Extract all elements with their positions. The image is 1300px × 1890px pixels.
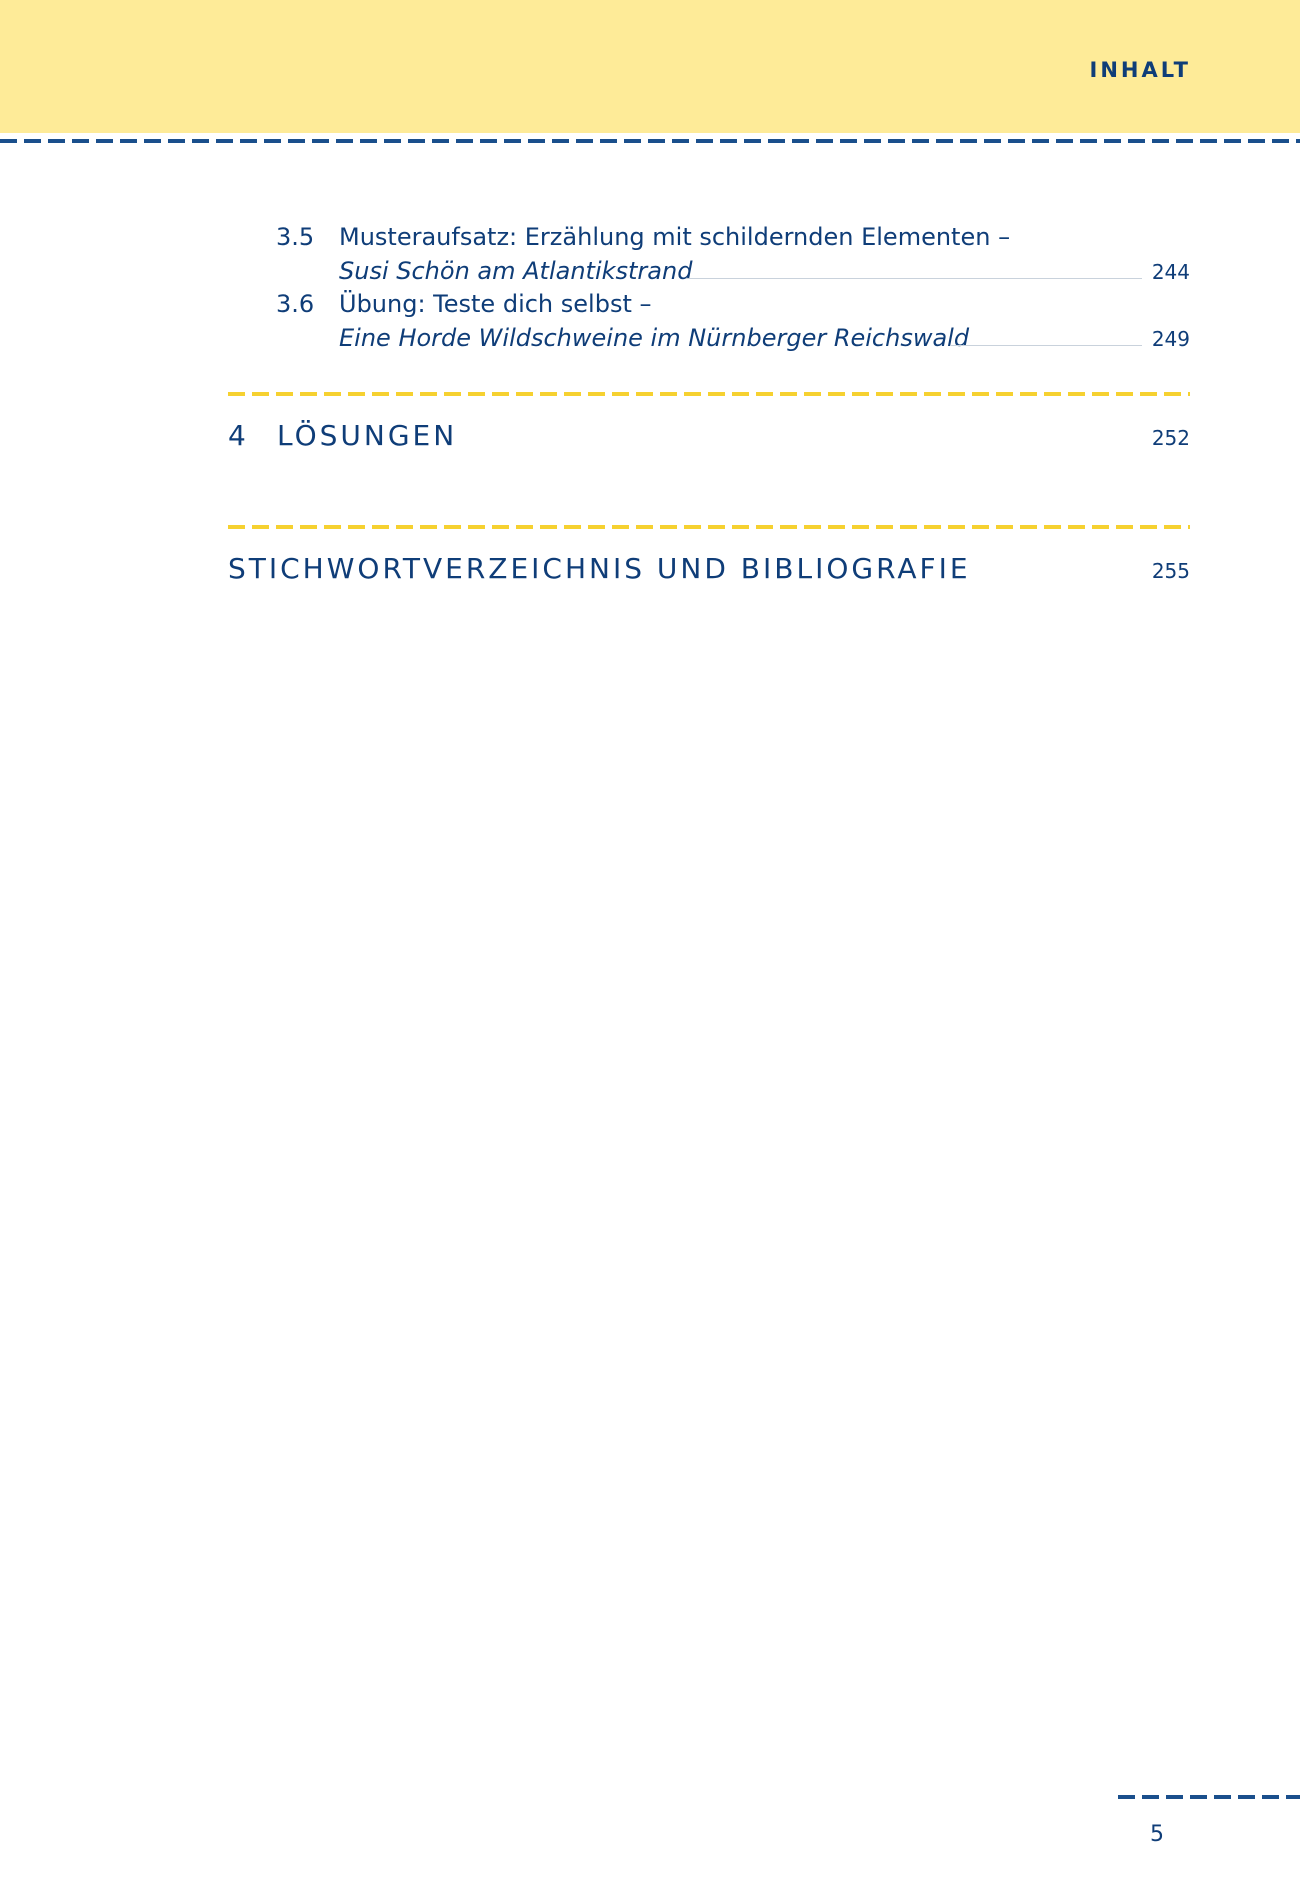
section-page: 255 <box>1151 559 1190 583</box>
section-title-stichwortverzeichnis[interactable]: STICHWORTVERZEICHNIS UND BIBLIOGRAFIE <box>228 552 971 585</box>
running-header-title: INHALT <box>1089 58 1191 82</box>
toc-dot-leader <box>951 345 1142 346</box>
toc-entry-3-6[interactable] <box>276 290 1190 354</box>
toc-entry-3-5[interactable] <box>276 223 1190 287</box>
toc-dot-leader <box>686 278 1142 279</box>
section-divider <box>228 525 1190 529</box>
footer-dashed-divider <box>1118 1795 1300 1799</box>
header-band <box>0 0 1300 133</box>
toc-entry-title: Übung: Teste dich selbst – <box>339 290 652 318</box>
toc-entry-subtitle: Eine Horde Wildschweine im Nürnberger Reichswald <box>339 324 970 352</box>
toc-entry-number: 3.6 <box>276 290 315 318</box>
toc-entry-title: Musteraufsatz: Erzählung mit schildernden Elementen – <box>339 223 1011 251</box>
section-page: 252 <box>1151 426 1190 450</box>
section-title-loesungen[interactable]: LÖSUNGEN <box>277 419 458 452</box>
toc-entry-page: 244 <box>1151 260 1190 284</box>
toc-entry-subtitle: Susi Schön am Atlantikstrand <box>339 257 693 285</box>
page-number: 5 <box>1150 1822 1164 1847</box>
header-dashed-divider <box>0 139 1300 143</box>
toc-entry-number: 3.5 <box>276 223 315 251</box>
section-number: 4 <box>228 419 248 452</box>
section-divider <box>228 392 1190 396</box>
toc-entry-page: 249 <box>1151 327 1190 351</box>
